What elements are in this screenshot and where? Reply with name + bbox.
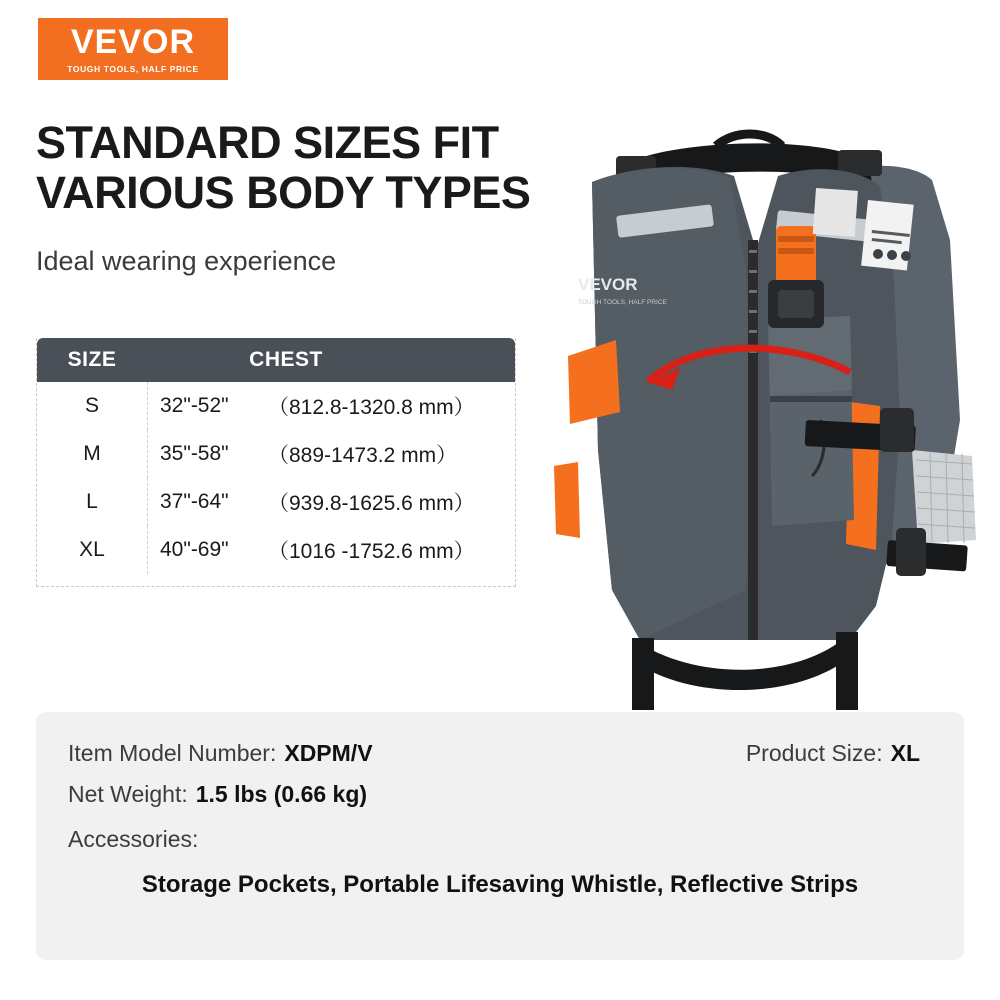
brand-name: VEVOR [70, 22, 196, 61]
accessories-label: Accessories: [68, 826, 199, 852]
size-chart-header [37, 338, 515, 382]
cell-chest-inch: 35"-58" [160, 442, 229, 465]
spec-row-product-size [746, 740, 932, 767]
cell-chest-mm: （889-1473.2 mm） [268, 444, 458, 467]
table-row [37, 382, 515, 430]
spec-row-net-weight [68, 781, 932, 808]
brand-tagline: TOUGH TOOLS, HALF PRICE [67, 63, 199, 74]
product-size-label: Product Size: [745, 740, 883, 766]
brand-logo [38, 18, 228, 80]
cell-chest-mm: （812.8-1320.8 mm） [268, 396, 475, 419]
spec-panel [36, 712, 964, 960]
net-weight-value: 1.5 lbs (0.66 kg) [195, 781, 368, 807]
net-weight-label: Net Weight: [68, 781, 188, 807]
product-image [520, 120, 990, 710]
page-title [36, 118, 556, 219]
cell-chest-mm: （939.8-1625.6 mm） [268, 492, 475, 515]
product-size-value: XL [890, 740, 920, 766]
model-value: XDPM/V [284, 740, 373, 766]
cell-chest [147, 526, 515, 574]
size-chart [36, 338, 516, 587]
cell-chest [147, 478, 515, 526]
page-subtitle: Ideal wearing experience [36, 246, 337, 276]
cell-chest-mm: （1016 -1752.6 mm） [268, 540, 475, 563]
cell-chest [147, 430, 515, 478]
accessories-value: Storage Pockets, Portable Lifesaving Whistle, Reflective Strips [141, 871, 859, 898]
product-brand-patch: VEVOR [578, 275, 638, 294]
table-row [37, 478, 515, 526]
table-row [37, 430, 515, 478]
column-header-size: SIZE [67, 348, 117, 371]
cell-size: XL [79, 538, 105, 561]
cell-chest-inch: 40"-69" [160, 538, 229, 561]
cell-chest-inch: 32"-52" [160, 394, 229, 417]
spec-row-model [68, 740, 932, 767]
headline-line-1: STANDARD SIZES FIT [36, 117, 499, 168]
model-label: Item Model Number: [68, 740, 277, 766]
cell-chest [147, 382, 515, 430]
cell-size: L [86, 490, 98, 513]
column-header-chest: CHEST [249, 348, 323, 371]
headline-line-2: VARIOUS BODY TYPES [36, 167, 531, 219]
cell-size: M [83, 442, 101, 465]
table-row [37, 526, 515, 574]
cell-size: S [84, 394, 99, 417]
product-brand-patch-sub: TOUGH TOOLS, HALF PRICE [578, 299, 667, 306]
cell-chest-inch: 37"-64" [160, 490, 229, 513]
